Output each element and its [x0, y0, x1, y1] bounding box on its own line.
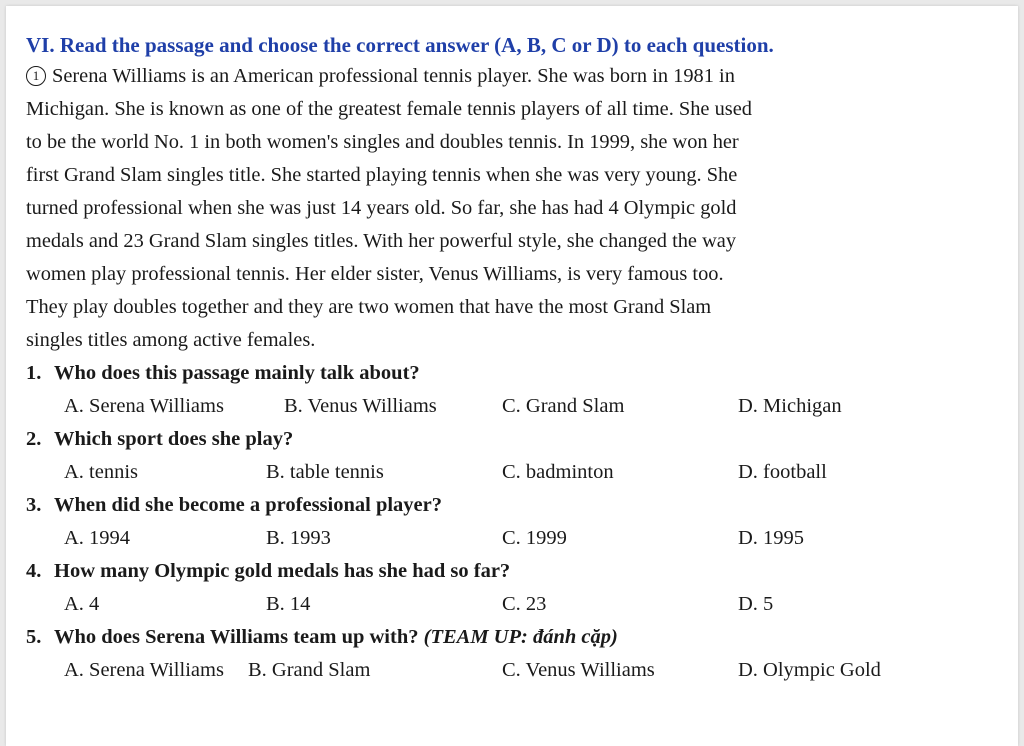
option-c[interactable]: C. badminton: [502, 461, 614, 483]
passage-line: first Grand Slam singles title. She started playing tennis when she was very young. She: [26, 164, 738, 186]
option-b[interactable]: B. table tennis: [266, 461, 384, 483]
option-a[interactable]: A. tennis: [64, 461, 139, 483]
answer-options: [26, 522, 988, 555]
answer-options: [26, 390, 988, 423]
question-text: 5. Who does Serena Williams team up with? (TEAM UP: đánh cặp): [26, 626, 618, 648]
option-d[interactable]: D. Olympic Gold: [738, 659, 881, 681]
option-a[interactable]: A. 1994: [64, 527, 131, 549]
question-note: (TEAM UP: đánh cặp): [423, 626, 618, 648]
answer-options: [26, 588, 988, 621]
option-d[interactable]: D. 5: [738, 593, 774, 615]
exercise-heading: VI. Read the passage and choose the correct answer (A, B, C or D) to each question.: [26, 33, 774, 57]
exercise-content: [26, 30, 988, 687]
paragraph-marker-icon: 1: [26, 66, 46, 86]
passage-line: Michigan. She is known as one of the greatest female tennis players of all time. She used: [26, 98, 752, 120]
option-b[interactable]: B. 14: [266, 593, 311, 615]
option-d[interactable]: D. football: [738, 461, 827, 483]
question-text: 3. When did she become a professional player?: [26, 494, 442, 516]
option-b[interactable]: B. Venus Williams: [284, 395, 437, 417]
option-a[interactable]: A. Serena Williams: [64, 395, 224, 417]
option-a[interactable]: A. Serena Williams: [64, 659, 224, 681]
passage-line: They play doubles together and they are two women that have the most Grand Slam: [26, 296, 712, 318]
answer-options: [26, 654, 988, 687]
question-text: 2. Which sport does she play?: [26, 428, 294, 450]
reading-passage: [26, 60, 988, 357]
passage-line: singles titles among active females.: [26, 329, 316, 351]
option-c[interactable]: C. Venus Williams: [502, 659, 655, 681]
passage-line: turned professional when she was just 14 years old. So far, she has had 4 Olympic gold: [26, 197, 737, 219]
option-c[interactable]: C. Grand Slam: [502, 395, 625, 417]
option-c[interactable]: C. 23: [502, 593, 547, 615]
option-b[interactable]: B. Grand Slam: [248, 659, 371, 681]
question-5: [26, 621, 988, 687]
question-4: [26, 555, 988, 621]
passage-line: 1 Serena Williams is an American professional tennis player. She was born in 1981 in: [26, 60, 988, 93]
document-page: [6, 6, 1018, 746]
option-d[interactable]: D. Michigan: [738, 395, 842, 417]
question-text: 4. How many Olympic gold medals has she had so far?: [26, 560, 511, 582]
option-b[interactable]: B. 1993: [266, 527, 331, 549]
option-a[interactable]: A. 4: [64, 593, 100, 615]
option-d[interactable]: D. 1995: [738, 527, 805, 549]
option-c[interactable]: C. 1999: [502, 527, 567, 549]
question-1: [26, 357, 988, 423]
answer-options: [26, 456, 988, 489]
passage-line: to be the world No. 1 in both women's singles and doubles tennis. In 1999, she won her: [26, 131, 739, 153]
question-2: [26, 423, 988, 489]
question-text: 1. Who does this passage mainly talk about?: [26, 362, 420, 384]
passage-line: women play professional tennis. Her elder sister, Venus Williams, is very famous too.: [26, 263, 724, 285]
question-3: [26, 489, 988, 555]
passage-line: medals and 23 Grand Slam singles titles. With her powerful style, she changed the way: [26, 230, 737, 252]
